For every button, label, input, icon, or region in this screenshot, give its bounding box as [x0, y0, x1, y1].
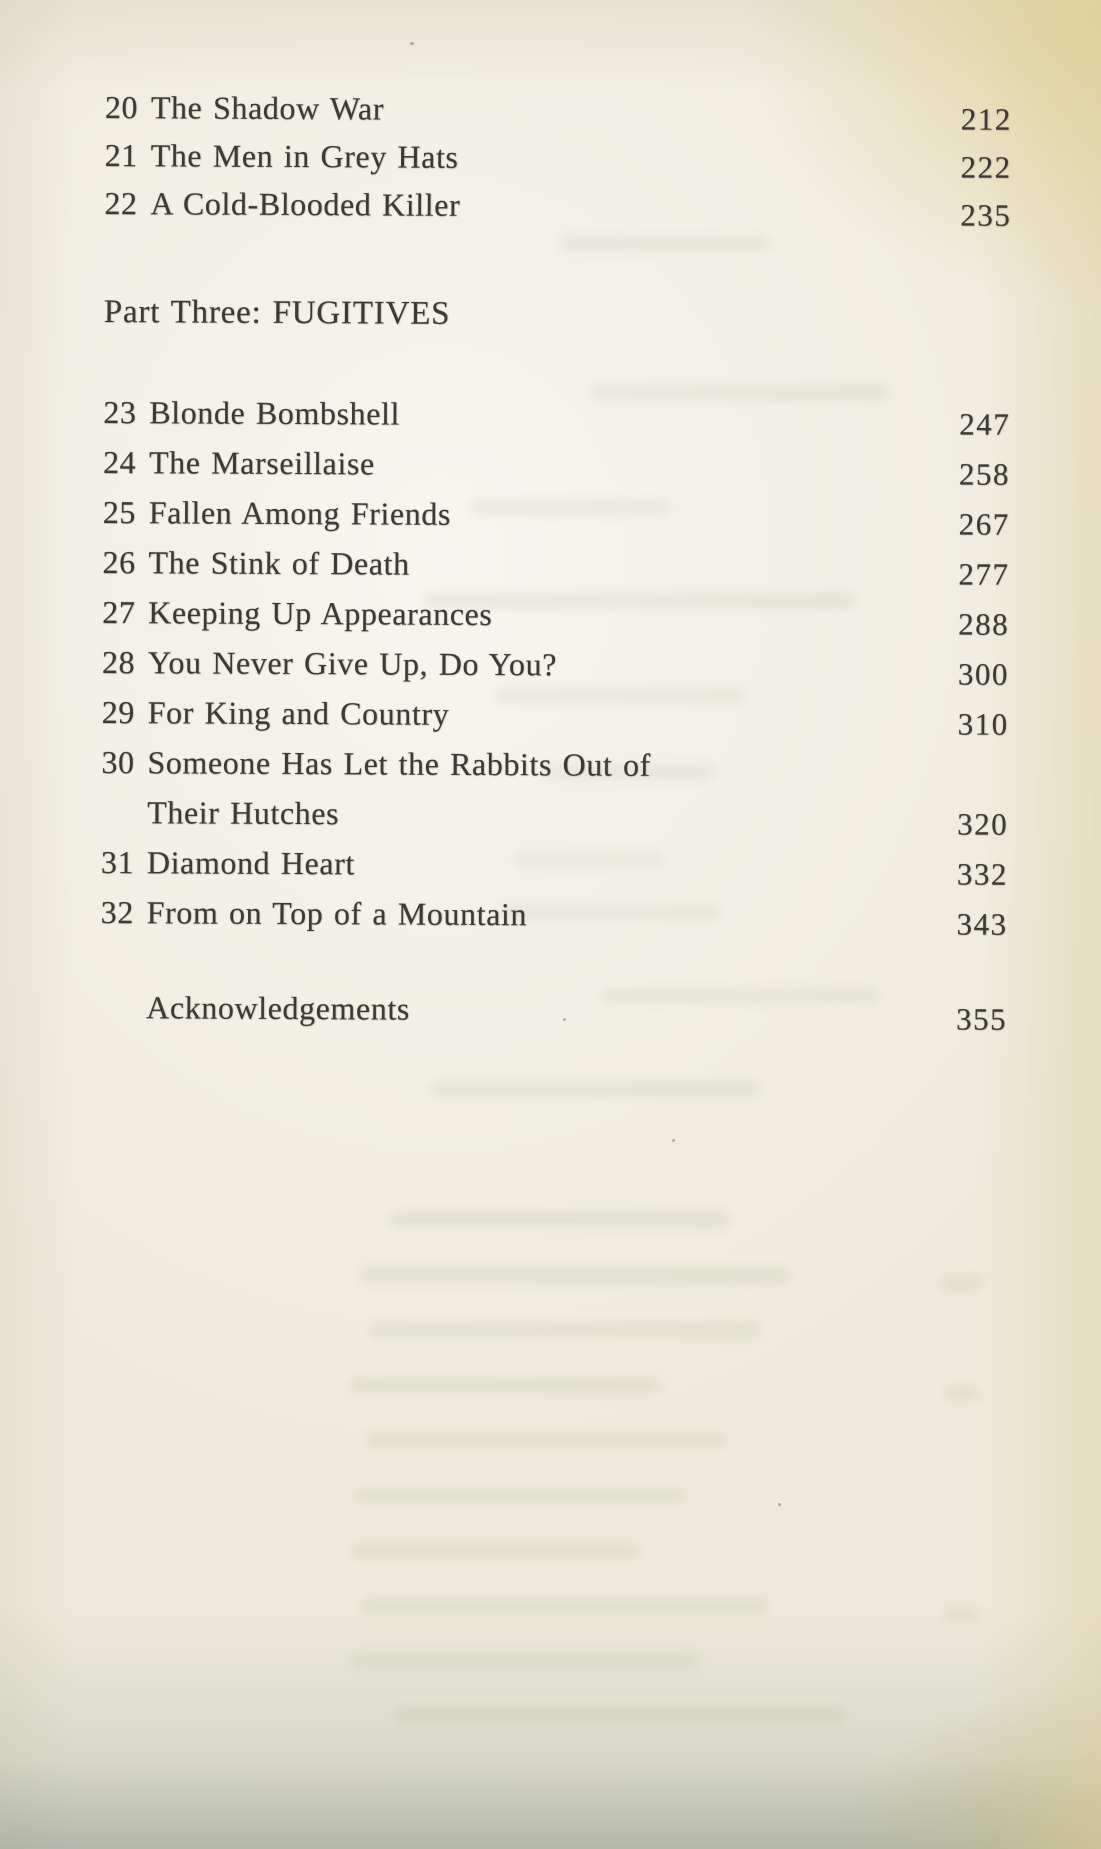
toc-entry: [101, 737, 1008, 792]
ghost-text-bleedthrough: [355, 1488, 685, 1503]
toc-entry: [102, 587, 1009, 642]
ghost-text-bleedthrough: [350, 1543, 640, 1558]
toc-entry: [103, 437, 1010, 492]
chapter-title: The Shadow War: [150, 89, 385, 127]
chapter-title: Someone Has Let the Rabbits Out of: [147, 744, 651, 783]
chapter-title: Keeping Up Appearances: [148, 594, 493, 633]
chapter-number: 20: [104, 88, 139, 126]
toc-entry: [101, 837, 1008, 892]
chapter-title: The Men in Grey Hats: [150, 137, 459, 175]
toc-entry: [102, 537, 1009, 592]
toc-entry: [102, 687, 1009, 742]
page-number: 277: [958, 556, 1010, 592]
page-number: 332: [956, 856, 1008, 892]
page-number: 310: [957, 706, 1009, 742]
ghost-text-bleedthrough: [360, 1268, 790, 1283]
ghost-text-bleedthrough: [430, 1082, 760, 1097]
back-matter-title: Acknowledgements: [146, 989, 411, 1027]
paper-fleck: [778, 1503, 781, 1506]
chapter-title: The Marseillaise: [148, 444, 375, 482]
chapter-title: The Stink of Death: [148, 544, 410, 582]
chapter-title: Blonde Bombshell: [149, 394, 401, 432]
page-number: 247: [959, 406, 1011, 442]
toc-entry: [104, 131, 1011, 184]
ghost-text-bleedthrough: [350, 1653, 700, 1668]
page-number: 343: [956, 906, 1008, 942]
chapter-number: 30: [101, 743, 135, 781]
chapter-number: 32: [100, 893, 134, 931]
page-number: 267: [958, 506, 1010, 542]
chapter-title: A Cold-Blooded Killer: [150, 185, 461, 223]
page-number: 212: [960, 101, 1012, 137]
chapter-number: 29: [101, 693, 136, 731]
paper-fleck: [410, 42, 414, 45]
ghost-text-bleedthrough: [395, 1708, 845, 1723]
ghost-text-bleedthrough: [370, 1323, 760, 1338]
chapter-title: Fallen Among Friends: [148, 494, 452, 532]
paper-fleck: [672, 1139, 675, 1142]
chapter-number: 21: [104, 136, 138, 174]
chapter-title: From on Top of a Mountain: [146, 894, 528, 933]
chapter-number: 23: [103, 393, 137, 431]
table-of-contents: [100, 83, 1012, 1037]
page-number: 258: [958, 456, 1011, 492]
toc-entry-acknowledgements: [100, 982, 1007, 1037]
toc-entry: [103, 487, 1010, 542]
ghost-text-bleedthrough: [365, 1433, 725, 1448]
chapter-title: For King and Country: [147, 694, 450, 732]
chapter-number: 24: [102, 443, 137, 481]
part-heading: Part Three: FUGITIVES: [103, 293, 451, 332]
page-number: 300: [957, 656, 1010, 692]
chapter-title: You Never Give Up, Do You?: [147, 644, 558, 683]
toc-entry: [102, 637, 1009, 692]
ghost-text-bleedthrough: [942, 1606, 980, 1621]
chapter-number: 22: [104, 184, 138, 222]
page-number: 288: [958, 606, 1010, 642]
chapter-number: 26: [102, 543, 136, 581]
toc-entry-continuation: [101, 787, 1008, 842]
ghost-text-bleedthrough: [350, 1378, 660, 1393]
page-number: 320: [957, 806, 1009, 842]
page-number: 222: [960, 149, 1012, 185]
chapter-number: 31: [100, 843, 135, 881]
page-number: 355: [956, 1001, 1008, 1037]
spacer: [103, 337, 1010, 392]
chapter-title-line2: Their Hutches: [147, 794, 340, 832]
page-number: 235: [960, 197, 1012, 233]
toc-entry: [101, 887, 1008, 942]
ghost-text-bleedthrough: [360, 1598, 770, 1613]
chapter-number: 25: [102, 493, 137, 531]
ghost-text-bleedthrough: [945, 1386, 980, 1401]
chapter-number: 28: [101, 643, 136, 681]
toc-entry: [103, 387, 1010, 442]
ghost-text-bleedthrough: [940, 1276, 982, 1291]
ghost-text-bleedthrough: [390, 1212, 730, 1227]
chapter-number: 27: [102, 593, 136, 631]
toc-entry: [104, 179, 1011, 232]
chapter-title: Diamond Heart: [146, 844, 355, 882]
toc-entry: [105, 83, 1012, 136]
